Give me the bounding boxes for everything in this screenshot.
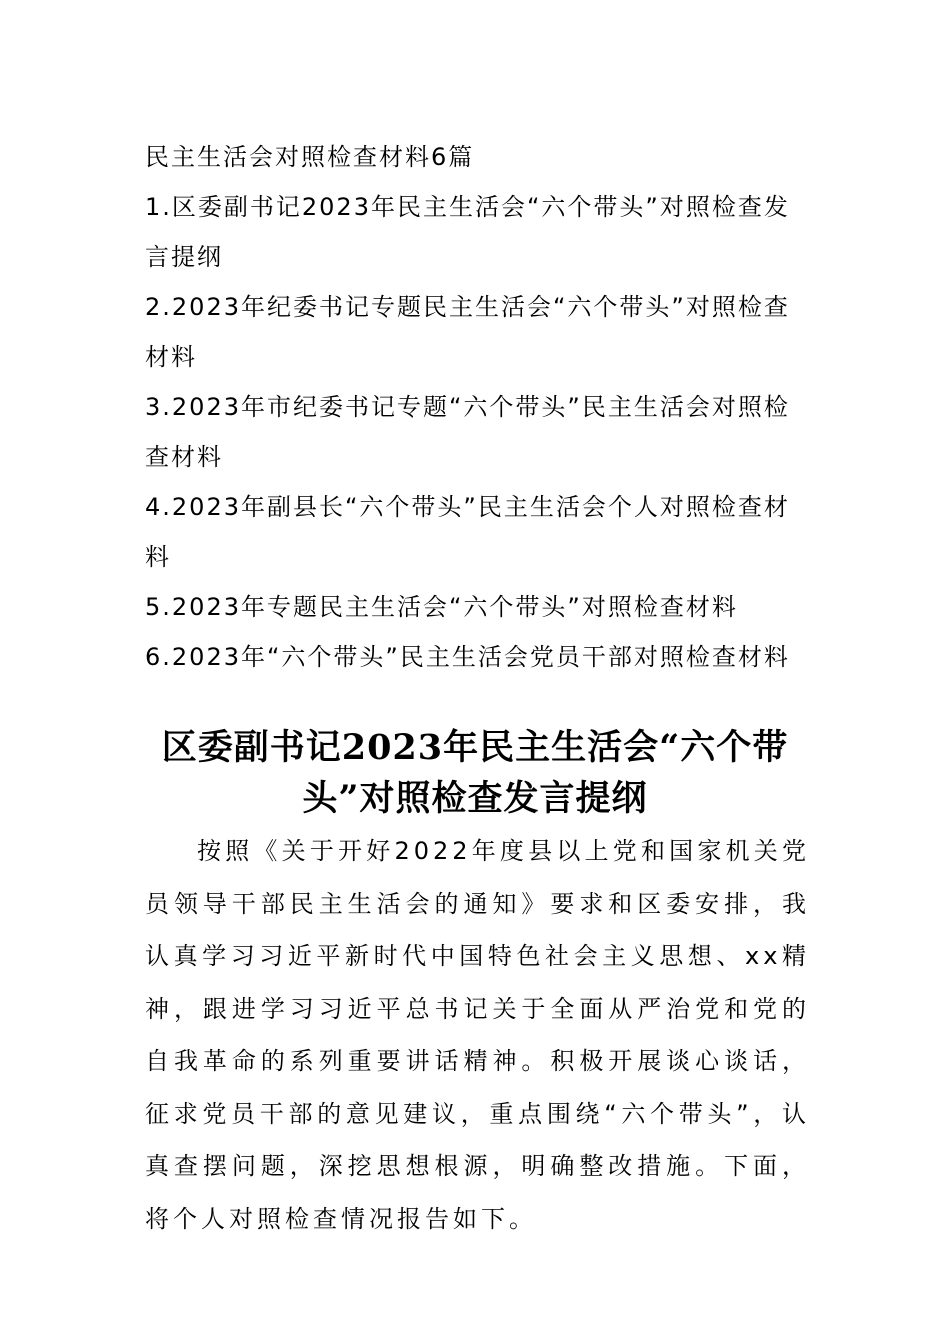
- toc-item: 1.区委副书记2023年民主生活会“六个带头”对照检查发言提纲: [145, 193, 790, 271]
- toc-item: 3.2023年市纪委书记专题“六个带头”民主生活会对照检查材料: [145, 393, 790, 471]
- table-of-contents: [145, 132, 815, 682]
- article-title: 区委副书记2023年民主生活会“六个带头”对照检查发言提纲: [161, 727, 789, 819]
- toc-item: 4.2023年副县长“六个带头”民主生活会个人对照检查材料: [145, 493, 790, 571]
- toc-item: 2.2023年纪委书记专题民主生活会“六个带头”对照检查材料: [145, 293, 790, 371]
- article-paragraph: 按照《关于开好2022年度县以上党和国家机关党员领导干部民主生活会的通知》要求和区委安排，我认真学习习近平新时代中国特色社会主义思想、xx精神，跟进学习习近平总书记关于全面从严治党和党的自我革命的系列重要讲话精神。积极开展谈心谈话，征求党员干部的意见建议，重点围绕“六个带头”，认真查摆问题，深挖思想根源，明确整改措施。下面，将个人对照检查情况报告如下。: [145, 837, 810, 1233]
- toc-item: 6.2023年“六个带头”民主生活会党员干部对照检查材料: [145, 643, 790, 671]
- toc-title: 民主生活会对照检查材料6篇: [145, 143, 475, 171]
- toc-item: 5.2023年专题民主生活会“六个带头”对照检查材料: [145, 593, 738, 621]
